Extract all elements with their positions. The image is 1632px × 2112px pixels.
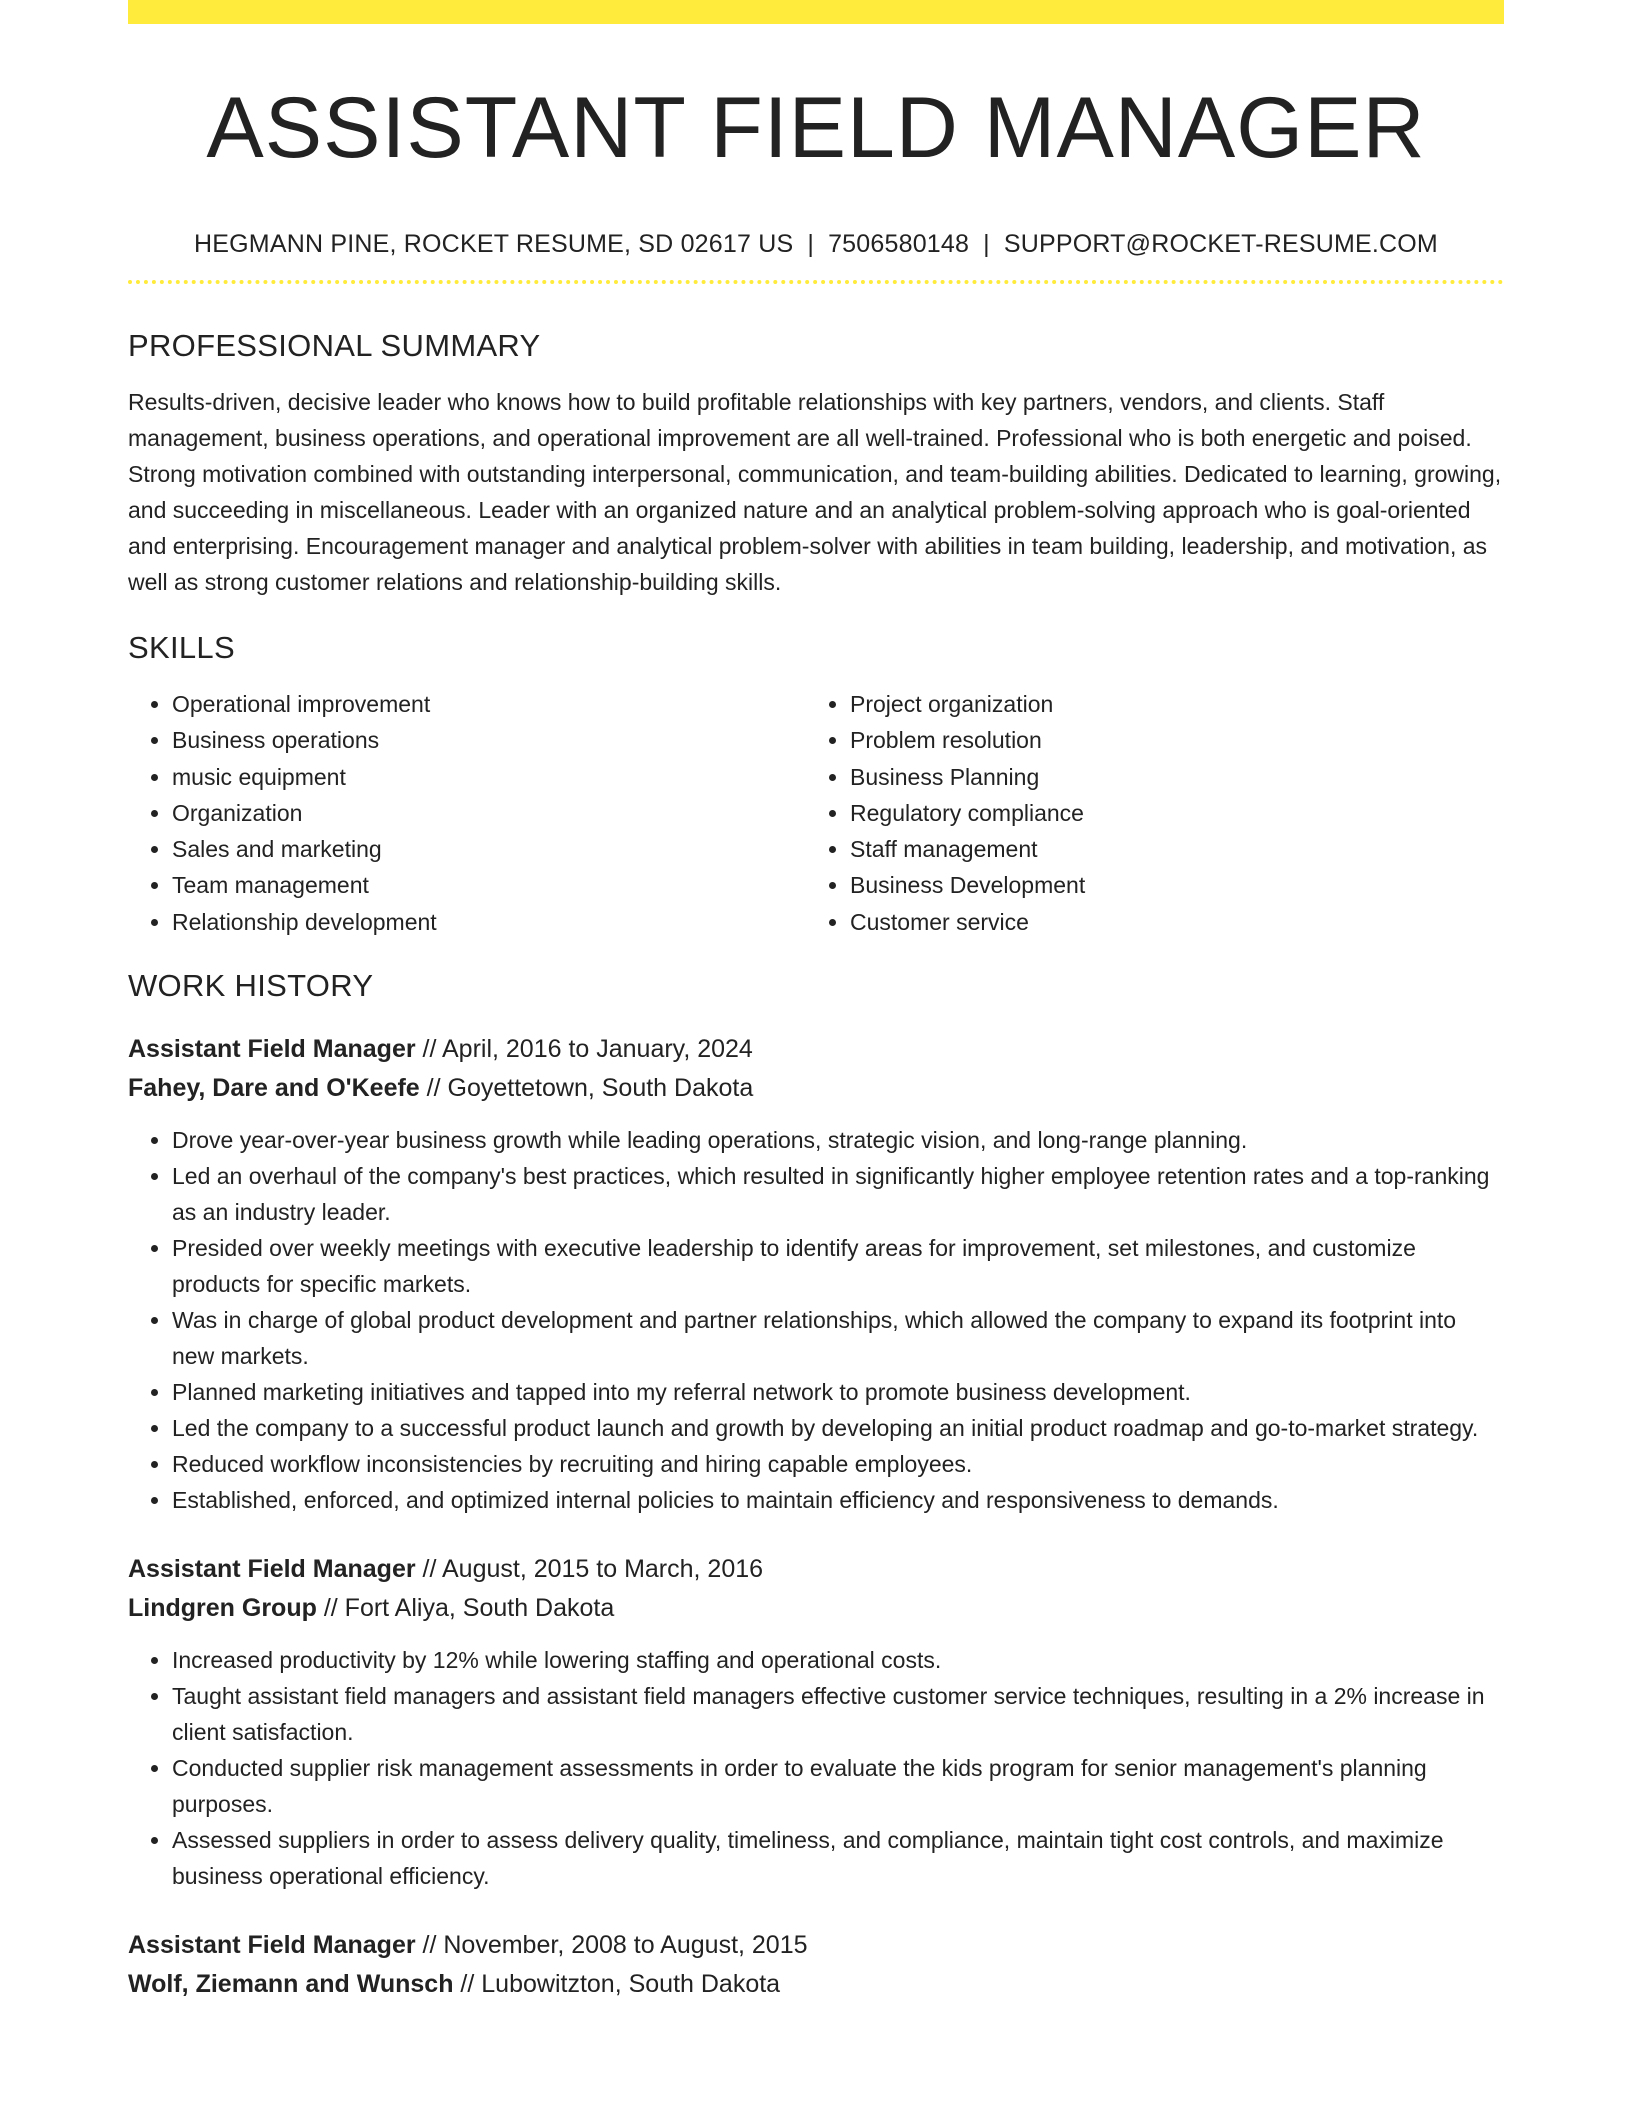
job-dates: August, 2015 to March, 2016 (441, 1555, 764, 1584)
job-company-line (128, 1069, 1504, 1108)
skill-item: • Operational improvement (172, 686, 806, 722)
job-bullet: • Led the company to a successful product launch and growth by developing an initial product roadmap and go-to-market strategy. (172, 1410, 1504, 1446)
skill-item: • Problem resolution (850, 722, 1484, 758)
job-location: Fort Aliya, South Dakota (344, 1594, 615, 1623)
job-company: Wolf, Ziemann and Wunsch (128, 1970, 454, 1999)
job-location: Goyettetown, South Dakota (447, 1074, 754, 1103)
skill-item: • Regulatory compliance (850, 795, 1484, 831)
job-company: Fahey, Dare and O'Keefe (128, 1074, 420, 1103)
work-history-heading: WORK HISTORY (128, 968, 374, 1004)
job-separator: // (415, 1555, 442, 1584)
job-position: Assistant Field Manager (128, 1035, 416, 1064)
job-separator: // (415, 1035, 442, 1064)
job-bullet: • Taught assistant field managers and assistant field managers effective customer service techniques, resulting in a 2% increase in client satisfaction. (172, 1678, 1504, 1750)
dotted-divider (128, 280, 1504, 284)
resume-content (128, 0, 1504, 2004)
summary-heading: PROFESSIONAL SUMMARY (128, 328, 541, 363)
job-bullet: • Reduced workflow inconsistencies by recruiting and hiring capable employees. (172, 1446, 1504, 1482)
skill-item: • Team management (172, 867, 806, 903)
job-bullet: • Assessed suppliers in order to assess delivery quality, timeliness, and compliance, maintain tight cost controls, and maximize business operational efficiency. (172, 1822, 1504, 1894)
job-dates: November, 2008 to August, 2015 (443, 1931, 808, 1960)
job-separator: // (419, 1074, 448, 1103)
skill-item: • Business operations (172, 722, 806, 758)
job-company-line (128, 1965, 1504, 2004)
skill-item: • Customer service (850, 904, 1484, 940)
job-title-line (128, 1926, 1504, 1965)
contact-email[interactable]: SUPPORT@ROCKET-RESUME.COM (1003, 230, 1438, 258)
contact-separator: | (983, 230, 990, 258)
job-entry (128, 1030, 1504, 1518)
job-bullet: • Increased productivity by 12% while lowering staffing and operational costs. (172, 1642, 1504, 1678)
job-location: Lubowitzton, South Dakota (481, 1970, 781, 1999)
job-bullet: • Established, enforced, and optimized internal policies to maintain efficiency and responsiveness to demands. (172, 1482, 1504, 1518)
skill-item: • Organization (172, 795, 806, 831)
job-bullet: • Was in charge of global product development and partner relationships, which allowed the company to expand its footprint into new markets. (172, 1302, 1504, 1374)
job-separator: // (415, 1931, 444, 1960)
skill-item: • Project organization (850, 686, 1484, 722)
job-separator: // (453, 1970, 482, 1999)
job-dates: April, 2016 to January, 2024 (441, 1035, 753, 1064)
contact-separator: | (807, 230, 815, 258)
job-title-line (128, 1030, 1504, 1069)
contact-line (128, 228, 1504, 260)
job-company-line (128, 1589, 1504, 1628)
skills-heading: SKILLS (128, 630, 235, 665)
summary-text: Results-driven, decisive leader who knows how to build profitable relationships with key partners, vendors, and clients. Staff management, business operations, and operational improvement are all well-trained. Professional who is both energetic and poised. Strong motivation combined with outstanding interpersonal, communication, and team-building abilities. Dedicated to learning, growing, and succeeding in miscellaneous. Leader with an organized nature and an analytical problem-solving approach who is goal-oriented and enterprising. Encouragement manager and analytical problem-solver with abilities in team building, leadership, and motivation, as well as strong customer relations and relationship-building skills. (128, 389, 1502, 595)
job-position: Assistant Field Manager (128, 1931, 416, 1960)
job-separator: // (316, 1594, 345, 1623)
job-bullet: • Led an overhaul of the company's best practices, which resulted in significantly higher employee retention rates and a top-ranking as an industry leader. (172, 1158, 1504, 1230)
job-company: Lindgren Group (128, 1594, 317, 1623)
job-bullets (128, 1642, 1504, 1894)
skill-item: • Business Planning (850, 759, 1484, 795)
job-title-line (128, 1550, 1504, 1589)
contact-phone: 7506580148 (828, 230, 970, 258)
skills-list (128, 686, 1504, 940)
resume-title: ASSISTANT FIELD MANAGER (206, 80, 1426, 176)
job-bullet: • Drove year-over-year business growth while leading operations, strategic vision, and long-range planning. (172, 1122, 1504, 1158)
skill-item: • Sales and marketing (172, 831, 806, 867)
job-entry (128, 1550, 1504, 1894)
skills-column-right (806, 686, 1484, 940)
job-bullet: • Presided over weekly meetings with executive leadership to identify areas for improvement, set milestones, and customize products for specific markets. (172, 1230, 1504, 1302)
skill-item: • Business Development (850, 867, 1484, 903)
skill-item: • Staff management (850, 831, 1484, 867)
job-entry (128, 1926, 1504, 2004)
skill-item: • Relationship development (172, 904, 806, 940)
job-position: Assistant Field Manager (128, 1555, 416, 1584)
contact-address: HEGMANN PINE, ROCKET RESUME, SD 02617 US (194, 230, 794, 258)
job-bullet: • Planned marketing initiatives and tapped into my referral network to promote business development. (172, 1374, 1504, 1410)
job-bullet: • Conducted supplier risk management assessments in order to evaluate the kids program for senior management's planning purposes. (172, 1750, 1504, 1822)
skills-column-left (128, 686, 806, 940)
skill-item: • music equipment (172, 759, 806, 795)
job-bullets (128, 1122, 1504, 1518)
